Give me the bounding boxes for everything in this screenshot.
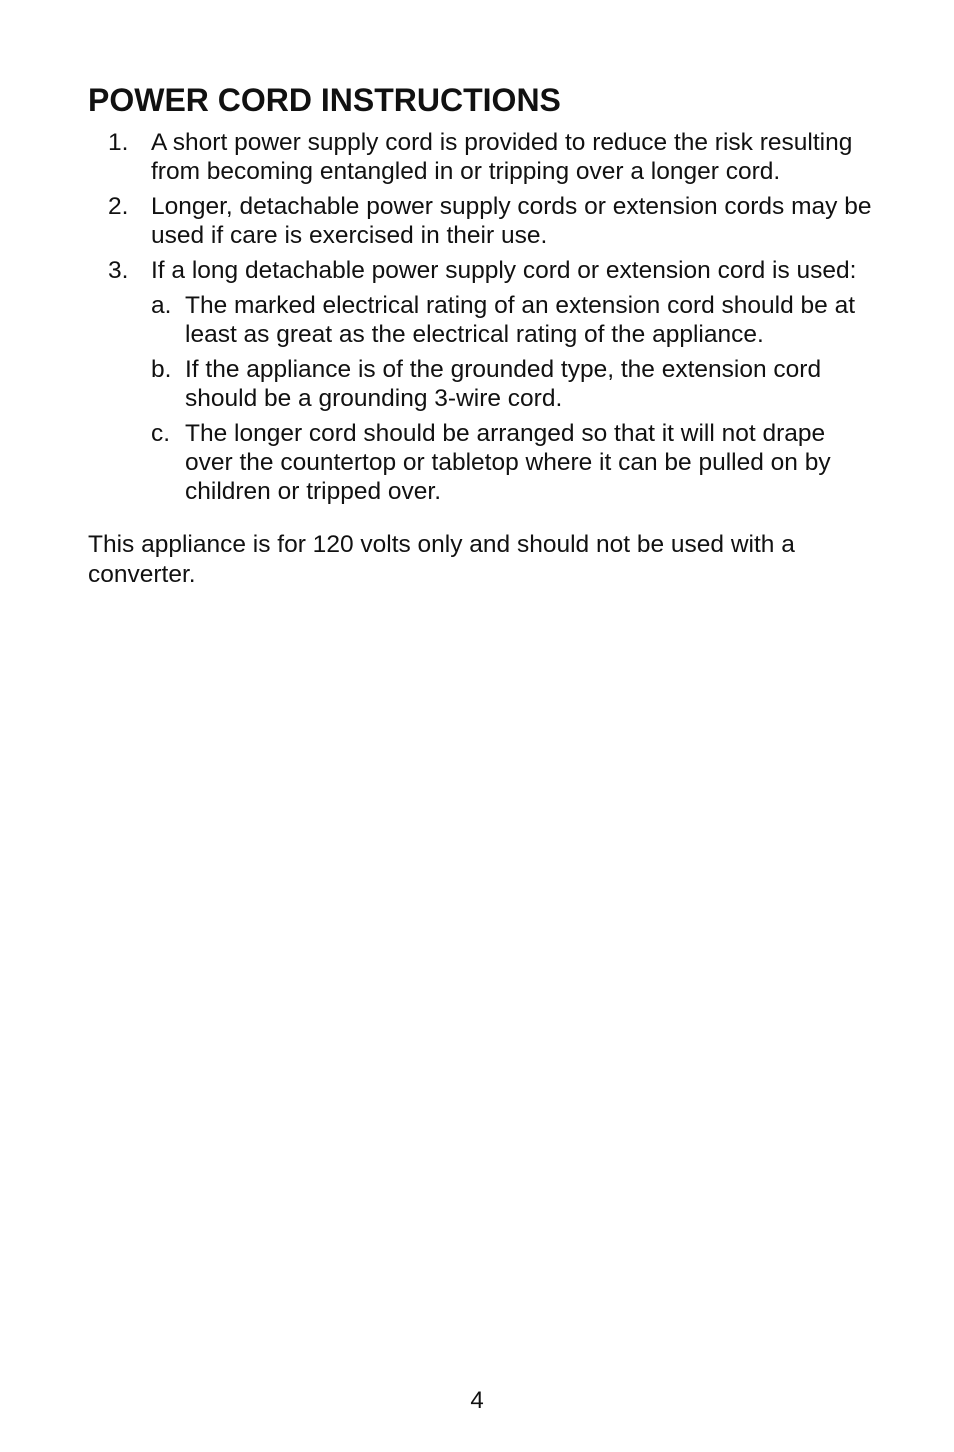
sub-list-item	[151, 419, 878, 506]
list-item-text: A short power supply cord is provided to reduce the risk resulting from becoming entangled in or tripping over a longer cord.	[151, 129, 853, 185]
sub-list-item-text: If the appliance is of the grounded type, the extension cord should be a grounding 3-wire cord.	[185, 356, 822, 412]
list-item-text: Longer, detachable power supply cords or extension cords may be used if care is exercised in their use.	[151, 193, 872, 249]
sub-list-item-letter: c.	[151, 420, 171, 447]
sub-list-item-letter: a.	[151, 292, 172, 319]
list-item	[88, 192, 878, 250]
page-title: POWER CORD INSTRUCTIONS	[88, 82, 561, 118]
sub-list-item-text: The longer cord should be arranged so that it will not drape over the countertop or tabletop where it can be pulled on by children or tripped over.	[185, 420, 831, 505]
instructions-list	[88, 128, 878, 506]
list-item-number: 1.	[108, 129, 129, 156]
sub-list-item-text: The marked electrical rating of an extension cord should be at least as great as the electrical rating of the appliance.	[185, 292, 856, 348]
list-item	[88, 256, 878, 506]
list-item-number: 3.	[108, 257, 129, 284]
sub-list-item	[151, 291, 878, 349]
list-item	[88, 128, 878, 186]
sub-list-item-letter: b.	[151, 356, 172, 383]
voltage-note: This appliance is for 120 volts only and should not be used with a converter.	[88, 531, 795, 588]
sub-list-item	[151, 355, 878, 413]
list-item-number: 2.	[108, 193, 129, 220]
list-item-text: If a long detachable power supply cord or extension cord is used:	[151, 257, 857, 284]
document-page	[88, 80, 878, 615]
page-number: 4	[470, 1387, 484, 1414]
sub-list	[151, 291, 878, 506]
